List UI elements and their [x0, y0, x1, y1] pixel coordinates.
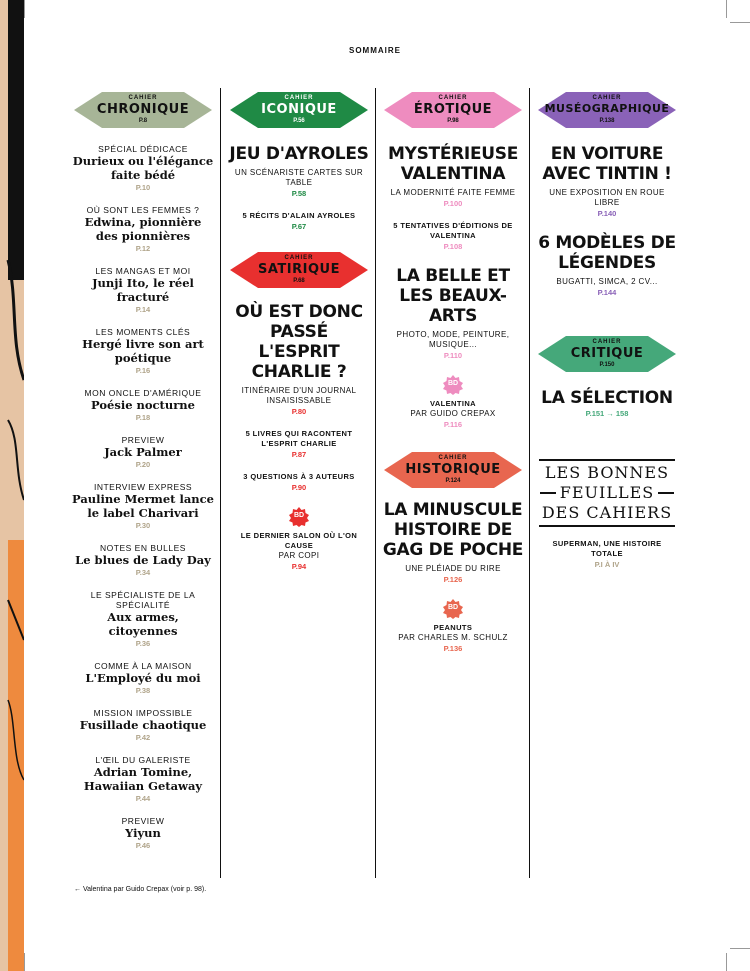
entry-kicker: LES MANGAS ET MOI	[95, 266, 191, 276]
toc-entry[interactable]	[72, 205, 214, 254]
entry-page: P.18	[135, 413, 151, 422]
toc-entry[interactable]	[72, 144, 214, 193]
entry-title: L'Employé du moi	[85, 671, 201, 685]
entry-kicker: SPÉCIAL DÉDICACE	[98, 144, 188, 154]
entry-page: P.36	[135, 639, 151, 648]
toc-entry[interactable]	[72, 590, 214, 649]
entry-page: P.46	[135, 841, 151, 850]
article-esprit-charlie[interactable]: OÙ EST DONC PASSÉ L'ESPRIT CHARLIE ? ITINÉRAIRE D'UN JOURNAL INSAISISSABLE P.80	[235, 302, 363, 416]
entry-kicker: PREVIEW	[121, 435, 165, 445]
badge-satirique[interactable]: CAHIER SATIRIQUE P.68	[230, 248, 368, 292]
entry-title: Poésie nocturne	[91, 398, 195, 412]
article-voiture-tintin[interactable]: EN VOITURE AVEC TINTIN ! UNE EXPOSITION EN ROUE LIBRE P.140	[542, 144, 672, 218]
entry-title: Yiyun	[125, 826, 161, 840]
badge-museographique[interactable]: CAHIER MUSÉOGRAPHIQUE P.138	[538, 88, 676, 132]
entry-title: Pauline Mermet lance le label Charivari	[72, 492, 214, 520]
entry-title: Edwina, pionnière des pionnières	[84, 215, 202, 243]
entry-kicker: MON ONCLE D'AMÉRIQUE	[84, 388, 202, 398]
entry-title: Aux armes, citoyennes	[107, 610, 179, 638]
column-divider	[375, 88, 376, 878]
toc-entry[interactable]	[72, 755, 214, 804]
entry-title: Adrian Tomine, Hawaiian Getaway	[83, 765, 203, 793]
image-caption: ← Valentina par Guido Crepax (voir p. 98).	[74, 886, 207, 893]
toc-entry[interactable]	[72, 435, 214, 470]
bd-badge-icon: BD	[443, 375, 463, 395]
badge-chronique[interactable]: CAHIER CHRONIQUE P.8	[74, 88, 212, 132]
entry-page: P.38	[135, 686, 151, 695]
entry-page: P.42	[135, 733, 151, 742]
toc-entry[interactable]	[72, 708, 214, 743]
entry-title: Le blues de Lady Day	[75, 553, 211, 567]
entry-page: P.34	[135, 568, 151, 577]
section-header: SOMMAIRE	[349, 46, 401, 55]
toc-entry[interactable]	[72, 266, 214, 315]
badge-erotique[interactable]: CAHIER ÉROTIQUE P.98	[384, 88, 522, 132]
article-6-modeles[interactable]: 6 MODÈLES DE LÉGENDES BUGATTI, SIMCA, 2 CV... P.144	[538, 233, 676, 297]
entry-page: P.44	[135, 794, 151, 803]
toc-entry[interactable]	[72, 661, 214, 696]
article-gag-de-poche[interactable]: LA MINUSCULE HISTOIRE DE GAG DE POCHE UNE PLÉIADE DU RIRE P.126	[382, 500, 524, 584]
bd-dernier-salon[interactable]: BD LE DERNIER SALON OÙ L'ON CAUSE PAR COPI P.94	[228, 507, 370, 572]
column-iconique	[228, 88, 370, 572]
les-bonnes-feuilles-logo: LES BONNES FEUILLES DES CAHIERS	[536, 459, 678, 527]
badge-critique[interactable]: CAHIER CRITIQUE P.150	[538, 332, 676, 376]
entry-title: Durieux ou l'élégance faite bédé	[72, 154, 214, 182]
column-erotique	[382, 88, 524, 654]
article-3-questions[interactable]: 3 QUESTIONS À 3 AUTEURS P.90	[243, 472, 355, 492]
entry-kicker: INTERVIEW EXPRESS	[93, 482, 193, 492]
entry-page: P.10	[135, 183, 151, 192]
entry-page: P.14	[135, 305, 151, 314]
entry-title: Junji Ito, le réel fracturé	[92, 276, 194, 304]
article-mysterieuse-valentina[interactable]: MYSTÉRIEUSE VALENTINA LA MODERNITÉ FAITE FEMME P.100	[387, 144, 519, 208]
toc-entry[interactable]	[72, 388, 214, 423]
bd-peanuts[interactable]: BD PEANUTS PAR CHARLES M. SCHULZ P.136	[382, 599, 524, 654]
article-jeu-dayroles[interactable]: JEU D'AYROLES UN SCÉNARISTE CARTES SUR TABLE P.58	[229, 144, 369, 198]
bd-badge-icon: BD	[443, 599, 463, 619]
column-divider	[529, 88, 530, 878]
entry-page: P.20	[135, 460, 151, 469]
entry-page: P.16	[135, 366, 151, 375]
article-5-livres[interactable]: 5 LIVRES QUI RACONTENT L'ESPRIT CHARLIE P.87	[245, 429, 353, 459]
toc-entry[interactable]	[72, 543, 214, 578]
bd-badge-icon: BD	[289, 507, 309, 527]
article-5-recits[interactable]: 5 RÉCITS D'ALAIN AYROLES P.67	[242, 211, 356, 231]
entry-kicker: LE SPÉCIALISTE DE LA SPÉCIALITÉ	[90, 590, 196, 610]
bd-valentina[interactable]: BD VALENTINA PAR GUIDO CREPAX P.116	[382, 375, 524, 430]
entry-kicker: L'ŒIL DU GALERISTE	[95, 755, 191, 765]
article-belle-beaux-arts[interactable]: LA BELLE ET LES BEAUX-ARTS PHOTO, MODE, PEINTURE, MUSIQUE... P.110	[396, 266, 510, 360]
toc-entry[interactable]	[72, 327, 214, 376]
column-chronique	[72, 88, 214, 851]
article-superman[interactable]: SUPERMAN, UNE HISTOIRE TOTALE P.I À IV	[552, 539, 662, 569]
article-5-tentatives[interactable]: 5 TENTATIVES D'ÉDITIONS DE VALENTINA P.108	[393, 221, 513, 251]
column-museographique	[536, 88, 678, 570]
entry-title: Hergé livre son art poétique	[82, 337, 204, 365]
entry-kicker: MISSION IMPOSSIBLE	[93, 708, 193, 718]
entry-kicker: LES MOMENTS CLÉS	[95, 327, 191, 337]
entry-page: P.12	[135, 244, 151, 253]
entry-kicker: PREVIEW	[121, 816, 165, 826]
entry-kicker: COMME À LA MAISON	[94, 661, 192, 671]
cover-illustration-strip	[0, 0, 24, 971]
column-divider	[220, 88, 221, 878]
entry-kicker: OÙ SONT LES FEMMES ?	[86, 205, 200, 215]
badge-historique[interactable]: CAHIER HISTORIQUE P.124	[384, 448, 522, 492]
badge-iconique[interactable]: CAHIER ICONIQUE P.56	[230, 88, 368, 132]
toc-entry[interactable]	[72, 482, 214, 531]
article-la-selection[interactable]: LA SÉLECTION P.151 → 158	[541, 388, 673, 418]
toc-entry[interactable]	[72, 816, 214, 851]
entry-title: Fusillade chaotique	[79, 718, 207, 732]
entry-title: Jack Palmer	[104, 445, 182, 459]
entry-page: P.30	[135, 521, 151, 530]
entry-kicker: NOTES EN BULLES	[100, 543, 186, 553]
